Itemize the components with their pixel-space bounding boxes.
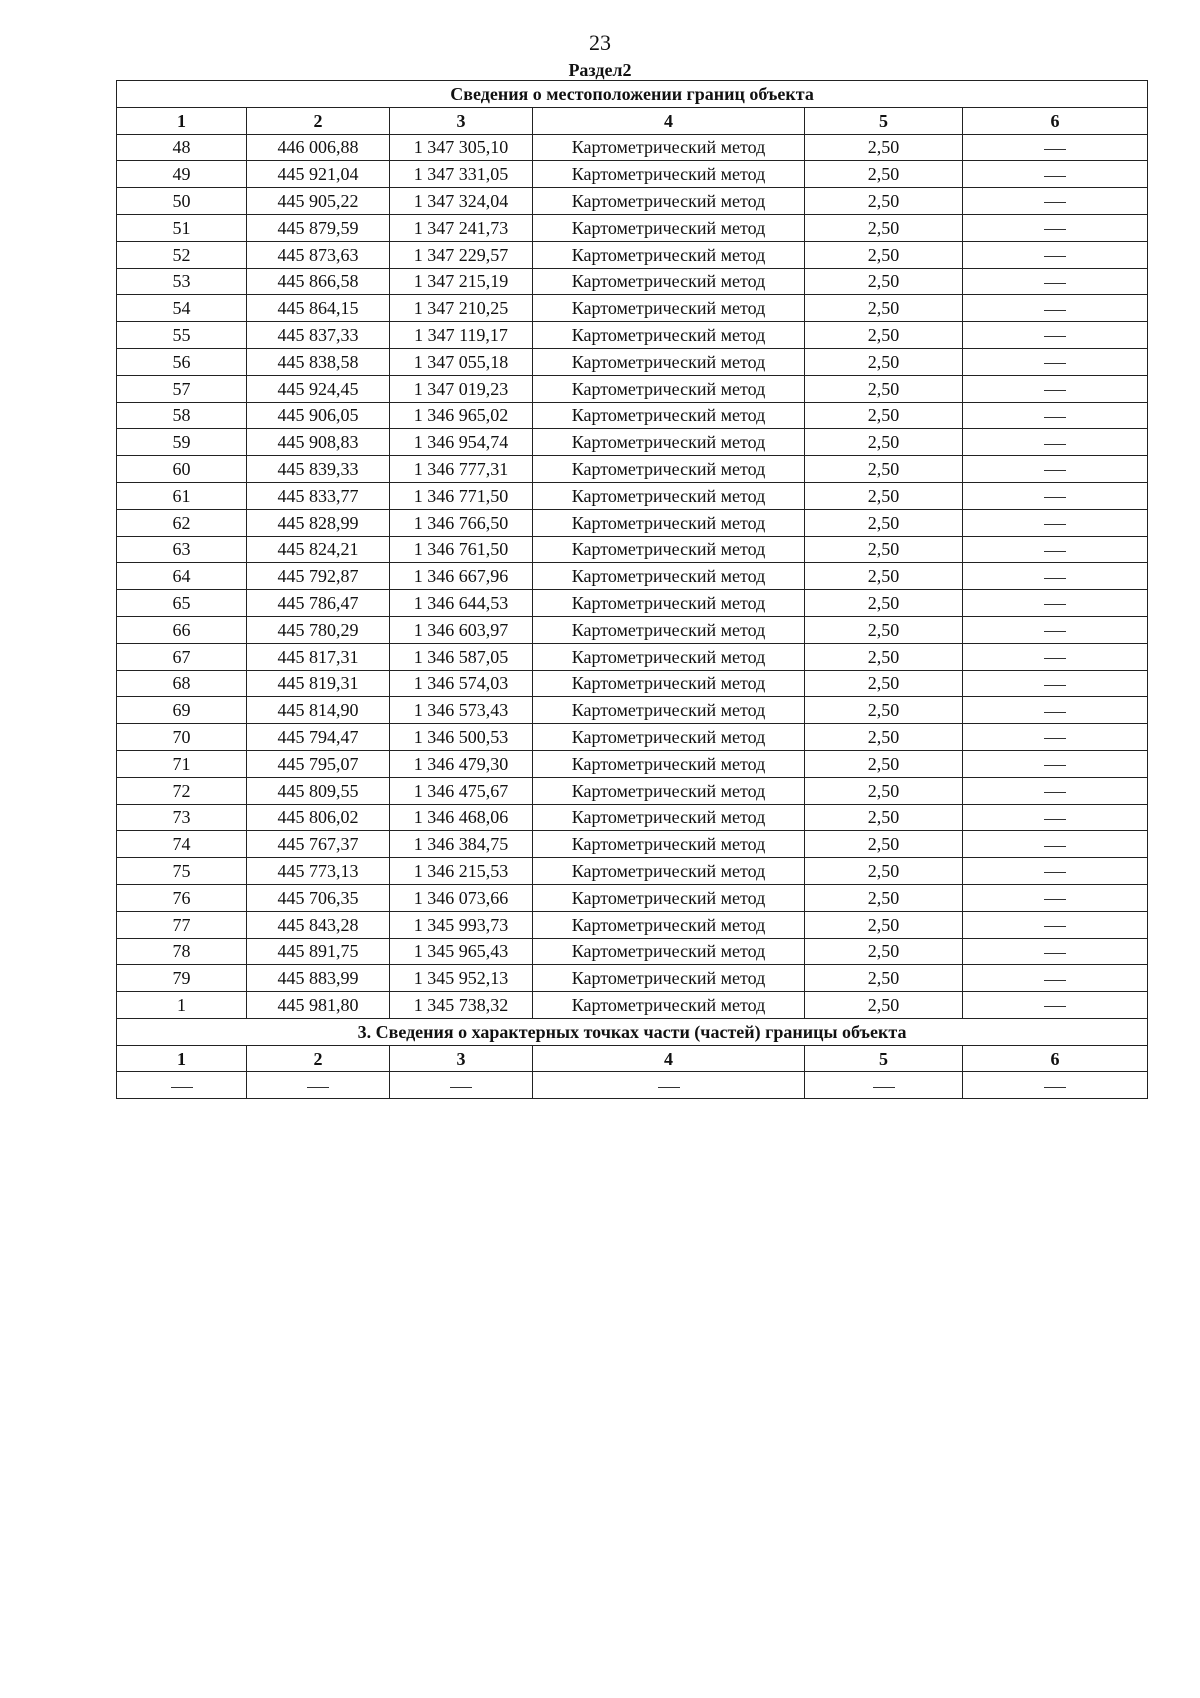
method-cell: Картометрический метод [533, 965, 805, 992]
x-coordinate-cell: 445 767,37 [247, 831, 390, 858]
point-number-cell: 73 [117, 804, 247, 831]
x-coordinate-cell: 445 806,02 [247, 804, 390, 831]
accuracy-cell: 2,50 [805, 322, 963, 349]
dash-mark [1044, 631, 1066, 632]
table-row [117, 509, 1148, 536]
accuracy-cell: 2,50 [805, 563, 963, 590]
x-coordinate-cell: 445 981,80 [247, 992, 390, 1019]
table-row [117, 777, 1148, 804]
x-coordinate-cell [247, 1072, 390, 1099]
point-number-cell: 69 [117, 697, 247, 724]
point-number-cell: 77 [117, 911, 247, 938]
point-number-cell: 74 [117, 831, 247, 858]
column-header: 3 [390, 1045, 533, 1072]
point-number-cell: 76 [117, 884, 247, 911]
note-cell [963, 992, 1148, 1019]
x-coordinate-cell: 445 883,99 [247, 965, 390, 992]
table-row [117, 858, 1148, 885]
parts-title-row [117, 1018, 1148, 1045]
note-cell [963, 402, 1148, 429]
method-cell: Картометрический метод [533, 375, 805, 402]
method-cell [533, 1072, 805, 1099]
point-number-cell: 71 [117, 750, 247, 777]
dash-mark [1044, 578, 1066, 579]
column-header: 2 [247, 107, 390, 134]
accuracy-cell: 2,50 [805, 375, 963, 402]
dash-mark [1044, 953, 1066, 954]
note-cell [963, 697, 1148, 724]
dash-mark [1044, 497, 1066, 498]
x-coordinate-cell: 445 906,05 [247, 402, 390, 429]
y-coordinate-cell: 1 347 210,25 [390, 295, 533, 322]
method-cell: Картометрический метод [533, 348, 805, 375]
table-row [117, 643, 1148, 670]
method-cell: Картометрический метод [533, 858, 805, 885]
page-number: 23 [589, 30, 611, 55]
dash-mark [1044, 658, 1066, 659]
note-cell [963, 563, 1148, 590]
column-header: 6 [963, 107, 1148, 134]
note-cell [963, 482, 1148, 509]
dash-mark [1044, 604, 1066, 605]
point-number-cell: 53 [117, 268, 247, 295]
method-cell: Картометрический метод [533, 456, 805, 483]
dash-mark [1044, 310, 1066, 311]
dash-mark [450, 1087, 472, 1088]
dash-mark [1044, 792, 1066, 793]
dash-mark [1044, 444, 1066, 445]
note-cell [963, 322, 1148, 349]
dash-mark [1044, 283, 1066, 284]
x-coordinate-cell: 445 817,31 [247, 643, 390, 670]
point-number-cell: 1 [117, 992, 247, 1019]
y-coordinate-cell: 1 345 965,43 [390, 938, 533, 965]
note-cell [963, 724, 1148, 751]
x-coordinate-cell: 445 833,77 [247, 482, 390, 509]
column-header: 1 [117, 107, 247, 134]
point-number-cell: 65 [117, 590, 247, 617]
note-cell [963, 268, 1148, 295]
table-row [117, 241, 1148, 268]
dash-mark [1044, 872, 1066, 873]
accuracy-cell: 2,50 [805, 804, 963, 831]
y-coordinate-cell [390, 1072, 533, 1099]
x-coordinate-cell: 445 780,29 [247, 616, 390, 643]
y-coordinate-cell: 1 346 587,05 [390, 643, 533, 670]
accuracy-cell [805, 1072, 963, 1099]
note-cell [963, 375, 1148, 402]
dash-mark [1044, 712, 1066, 713]
dash-mark [1044, 470, 1066, 471]
note-cell [963, 938, 1148, 965]
method-cell: Картометрический метод [533, 670, 805, 697]
y-coordinate-cell: 1 346 771,50 [390, 482, 533, 509]
accuracy-cell: 2,50 [805, 188, 963, 215]
table-row [117, 563, 1148, 590]
method-cell: Картометрический метод [533, 268, 805, 295]
accuracy-cell: 2,50 [805, 161, 963, 188]
point-number-cell: 72 [117, 777, 247, 804]
table-row [117, 992, 1148, 1019]
table-row [117, 134, 1148, 161]
y-coordinate-cell: 1 347 241,73 [390, 214, 533, 241]
dash-mark [171, 1087, 193, 1088]
point-number-cell: 75 [117, 858, 247, 885]
note-cell [963, 911, 1148, 938]
point-number-cell: 79 [117, 965, 247, 992]
note-cell [963, 456, 1148, 483]
accuracy-cell: 2,50 [805, 858, 963, 885]
method-cell: Картометрический метод [533, 322, 805, 349]
y-coordinate-cell: 1 346 761,50 [390, 536, 533, 563]
y-coordinate-cell: 1 346 574,03 [390, 670, 533, 697]
point-number-cell: 60 [117, 456, 247, 483]
x-coordinate-cell: 445 908,83 [247, 429, 390, 456]
x-coordinate-cell: 446 006,88 [247, 134, 390, 161]
y-coordinate-cell: 1 345 952,13 [390, 965, 533, 992]
dash-mark [1044, 551, 1066, 552]
y-coordinate-cell: 1 346 215,53 [390, 858, 533, 885]
point-number-cell: 56 [117, 348, 247, 375]
table-row [117, 884, 1148, 911]
note-cell [963, 670, 1148, 697]
note-cell [963, 134, 1148, 161]
method-cell: Картометрический метод [533, 536, 805, 563]
method-cell: Картометрический метод [533, 214, 805, 241]
y-coordinate-cell: 1 346 954,74 [390, 429, 533, 456]
accuracy-cell: 2,50 [805, 268, 963, 295]
dash-mark [1044, 417, 1066, 418]
accuracy-cell: 2,50 [805, 670, 963, 697]
method-cell: Картометрический метод [533, 188, 805, 215]
column-header: 2 [247, 1045, 390, 1072]
point-number-cell: 61 [117, 482, 247, 509]
section-title: Раздел2 [568, 60, 632, 80]
y-coordinate-cell: 1 347 215,19 [390, 268, 533, 295]
accuracy-cell: 2,50 [805, 348, 963, 375]
boundary-header-row [117, 107, 1148, 134]
method-cell: Картометрический метод [533, 241, 805, 268]
method-cell: Картометрический метод [533, 161, 805, 188]
note-cell [963, 750, 1148, 777]
x-coordinate-cell: 445 864,15 [247, 295, 390, 322]
x-coordinate-cell: 445 891,75 [247, 938, 390, 965]
dash-mark [1044, 846, 1066, 847]
method-cell: Картометрический метод [533, 831, 805, 858]
accuracy-cell: 2,50 [805, 884, 963, 911]
accuracy-cell: 2,50 [805, 482, 963, 509]
table-row [117, 268, 1148, 295]
table-row [117, 456, 1148, 483]
method-cell: Картометрический метод [533, 482, 805, 509]
accuracy-cell: 2,50 [805, 295, 963, 322]
note-cell [963, 348, 1148, 375]
x-coordinate-cell: 445 843,28 [247, 911, 390, 938]
dash-mark [1044, 980, 1066, 981]
x-coordinate-cell: 445 837,33 [247, 322, 390, 349]
note-cell [963, 509, 1148, 536]
y-coordinate-cell: 1 346 573,43 [390, 697, 533, 724]
x-coordinate-cell: 445 905,22 [247, 188, 390, 215]
accuracy-cell: 2,50 [805, 777, 963, 804]
dash-mark [1044, 738, 1066, 739]
accuracy-cell: 2,50 [805, 911, 963, 938]
x-coordinate-cell: 445 921,04 [247, 161, 390, 188]
y-coordinate-cell: 1 346 777,31 [390, 456, 533, 483]
table-row [117, 616, 1148, 643]
y-coordinate-cell: 1 346 603,97 [390, 616, 533, 643]
method-cell: Картометрический метод [533, 402, 805, 429]
point-number-cell: 78 [117, 938, 247, 965]
x-coordinate-cell: 445 866,58 [247, 268, 390, 295]
method-cell: Картометрический метод [533, 429, 805, 456]
y-coordinate-cell: 1 346 468,06 [390, 804, 533, 831]
method-cell: Картометрический метод [533, 295, 805, 322]
point-number-cell: 59 [117, 429, 247, 456]
table-row [117, 724, 1148, 751]
y-coordinate-cell: 1 345 993,73 [390, 911, 533, 938]
accuracy-cell: 2,50 [805, 938, 963, 965]
table-row [117, 375, 1148, 402]
column-header: 5 [805, 107, 963, 134]
y-coordinate-cell: 1 347 055,18 [390, 348, 533, 375]
parts-section-title: 3. Сведения о характерных точках части (частей) границы объекта [117, 1018, 1148, 1045]
y-coordinate-cell: 1 347 119,17 [390, 322, 533, 349]
method-cell: Картометрический метод [533, 750, 805, 777]
point-number-cell: 67 [117, 643, 247, 670]
accuracy-cell: 2,50 [805, 134, 963, 161]
x-coordinate-cell: 445 794,47 [247, 724, 390, 751]
dash-mark [1044, 685, 1066, 686]
y-coordinate-cell: 1 346 073,66 [390, 884, 533, 911]
column-header: 4 [533, 107, 805, 134]
dash-mark [1044, 765, 1066, 766]
point-number-cell [117, 1072, 247, 1099]
y-coordinate-cell: 1 346 644,53 [390, 590, 533, 617]
point-number-cell: 48 [117, 134, 247, 161]
dash-mark [1044, 390, 1066, 391]
method-cell: Картометрический метод [533, 992, 805, 1019]
note-cell [963, 214, 1148, 241]
accuracy-cell: 2,50 [805, 402, 963, 429]
dash-mark [1044, 202, 1066, 203]
table-row [117, 965, 1148, 992]
x-coordinate-cell: 445 839,33 [247, 456, 390, 483]
accuracy-cell: 2,50 [805, 241, 963, 268]
x-coordinate-cell: 445 809,55 [247, 777, 390, 804]
point-number-cell: 70 [117, 724, 247, 751]
table-row [117, 590, 1148, 617]
column-header: 1 [117, 1045, 247, 1072]
accuracy-cell: 2,50 [805, 616, 963, 643]
dash-mark [1044, 1006, 1066, 1007]
x-coordinate-cell: 445 814,90 [247, 697, 390, 724]
method-cell: Картометрический метод [533, 724, 805, 751]
point-number-cell: 49 [117, 161, 247, 188]
boundary-title-row [117, 81, 1148, 108]
y-coordinate-cell: 1 346 667,96 [390, 563, 533, 590]
point-number-cell: 52 [117, 241, 247, 268]
accuracy-cell: 2,50 [805, 724, 963, 751]
boundary-table [116, 80, 1148, 1099]
y-coordinate-cell: 1 347 019,23 [390, 375, 533, 402]
x-coordinate-cell: 445 824,21 [247, 536, 390, 563]
table-row [117, 214, 1148, 241]
dash-mark [1044, 336, 1066, 337]
method-cell: Картометрический метод [533, 911, 805, 938]
point-number-cell: 66 [117, 616, 247, 643]
table-row [117, 429, 1148, 456]
column-header: 6 [963, 1045, 1148, 1072]
table-row [117, 188, 1148, 215]
method-cell: Картометрический метод [533, 938, 805, 965]
x-coordinate-cell: 445 786,47 [247, 590, 390, 617]
y-coordinate-cell: 1 346 384,75 [390, 831, 533, 858]
table-row [117, 1072, 1148, 1099]
y-coordinate-cell: 1 347 324,04 [390, 188, 533, 215]
note-cell [963, 188, 1148, 215]
method-cell: Картометрический метод [533, 616, 805, 643]
y-coordinate-cell: 1 347 305,10 [390, 134, 533, 161]
note-cell [963, 536, 1148, 563]
point-number-cell: 51 [117, 214, 247, 241]
note-cell [963, 804, 1148, 831]
table-row [117, 750, 1148, 777]
dash-mark [1044, 256, 1066, 257]
dash-mark [873, 1087, 895, 1088]
x-coordinate-cell: 445 773,13 [247, 858, 390, 885]
table-row [117, 911, 1148, 938]
method-cell: Картометрический метод [533, 777, 805, 804]
dash-mark [1044, 176, 1066, 177]
boundary-table-body [117, 81, 1148, 1099]
accuracy-cell: 2,50 [805, 509, 963, 536]
accuracy-cell: 2,50 [805, 643, 963, 670]
accuracy-cell: 2,50 [805, 831, 963, 858]
note-cell [963, 858, 1148, 885]
table-row [117, 697, 1148, 724]
accuracy-cell: 2,50 [805, 536, 963, 563]
column-header: 4 [533, 1045, 805, 1072]
y-coordinate-cell: 1 347 229,57 [390, 241, 533, 268]
method-cell: Картометрический метод [533, 884, 805, 911]
table-row [117, 348, 1148, 375]
table-row [117, 536, 1148, 563]
method-cell: Картометрический метод [533, 134, 805, 161]
column-header: 3 [390, 107, 533, 134]
note-cell [963, 241, 1148, 268]
dash-mark [1044, 899, 1066, 900]
point-number-cell: 68 [117, 670, 247, 697]
note-cell [963, 884, 1148, 911]
table-row [117, 161, 1148, 188]
method-cell: Картометрический метод [533, 643, 805, 670]
method-cell: Картометрический метод [533, 590, 805, 617]
dash-mark [1044, 524, 1066, 525]
point-number-cell: 63 [117, 536, 247, 563]
table-row [117, 670, 1148, 697]
point-number-cell: 62 [117, 509, 247, 536]
accuracy-cell: 2,50 [805, 456, 963, 483]
note-cell [963, 429, 1148, 456]
note-cell [963, 1072, 1148, 1099]
x-coordinate-cell: 445 792,87 [247, 563, 390, 590]
table-row [117, 831, 1148, 858]
y-coordinate-cell: 1 346 475,67 [390, 777, 533, 804]
x-coordinate-cell: 445 873,63 [247, 241, 390, 268]
x-coordinate-cell: 445 838,58 [247, 348, 390, 375]
boundary-section-title: Сведения о местоположении границ объекта [117, 81, 1148, 108]
dash-mark [1044, 926, 1066, 927]
accuracy-cell: 2,50 [805, 965, 963, 992]
note-cell [963, 295, 1148, 322]
table-row [117, 402, 1148, 429]
parts-header-row [117, 1045, 1148, 1072]
note-cell [963, 616, 1148, 643]
y-coordinate-cell: 1 346 965,02 [390, 402, 533, 429]
x-coordinate-cell: 445 879,59 [247, 214, 390, 241]
note-cell [963, 965, 1148, 992]
point-number-cell: 54 [117, 295, 247, 322]
point-number-cell: 58 [117, 402, 247, 429]
y-coordinate-cell: 1 345 738,32 [390, 992, 533, 1019]
method-cell: Картометрический метод [533, 804, 805, 831]
table-row [117, 804, 1148, 831]
note-cell [963, 831, 1148, 858]
dash-mark [658, 1087, 680, 1088]
table-row [117, 938, 1148, 965]
method-cell: Картометрический метод [533, 563, 805, 590]
point-number-cell: 50 [117, 188, 247, 215]
dash-mark [307, 1087, 329, 1088]
dash-mark [1044, 1087, 1066, 1088]
point-number-cell: 64 [117, 563, 247, 590]
x-coordinate-cell: 445 924,45 [247, 375, 390, 402]
x-coordinate-cell: 445 819,31 [247, 670, 390, 697]
y-coordinate-cell: 1 347 331,05 [390, 161, 533, 188]
table-row [117, 295, 1148, 322]
note-cell [963, 643, 1148, 670]
method-cell: Картометрический метод [533, 697, 805, 724]
accuracy-cell: 2,50 [805, 992, 963, 1019]
table-row [117, 322, 1148, 349]
point-number-cell: 55 [117, 322, 247, 349]
y-coordinate-cell: 1 346 500,53 [390, 724, 533, 751]
column-header: 5 [805, 1045, 963, 1072]
dash-mark [1044, 819, 1066, 820]
y-coordinate-cell: 1 346 479,30 [390, 750, 533, 777]
accuracy-cell: 2,50 [805, 429, 963, 456]
x-coordinate-cell: 445 706,35 [247, 884, 390, 911]
accuracy-cell: 2,50 [805, 750, 963, 777]
note-cell [963, 161, 1148, 188]
x-coordinate-cell: 445 795,07 [247, 750, 390, 777]
method-cell: Картометрический метод [533, 509, 805, 536]
note-cell [963, 777, 1148, 804]
y-coordinate-cell: 1 346 766,50 [390, 509, 533, 536]
accuracy-cell: 2,50 [805, 214, 963, 241]
dash-mark [1044, 149, 1066, 150]
table-row [117, 482, 1148, 509]
dash-mark [1044, 229, 1066, 230]
accuracy-cell: 2,50 [805, 590, 963, 617]
x-coordinate-cell: 445 828,99 [247, 509, 390, 536]
dash-mark [1044, 363, 1066, 364]
note-cell [963, 590, 1148, 617]
accuracy-cell: 2,50 [805, 697, 963, 724]
point-number-cell: 57 [117, 375, 247, 402]
